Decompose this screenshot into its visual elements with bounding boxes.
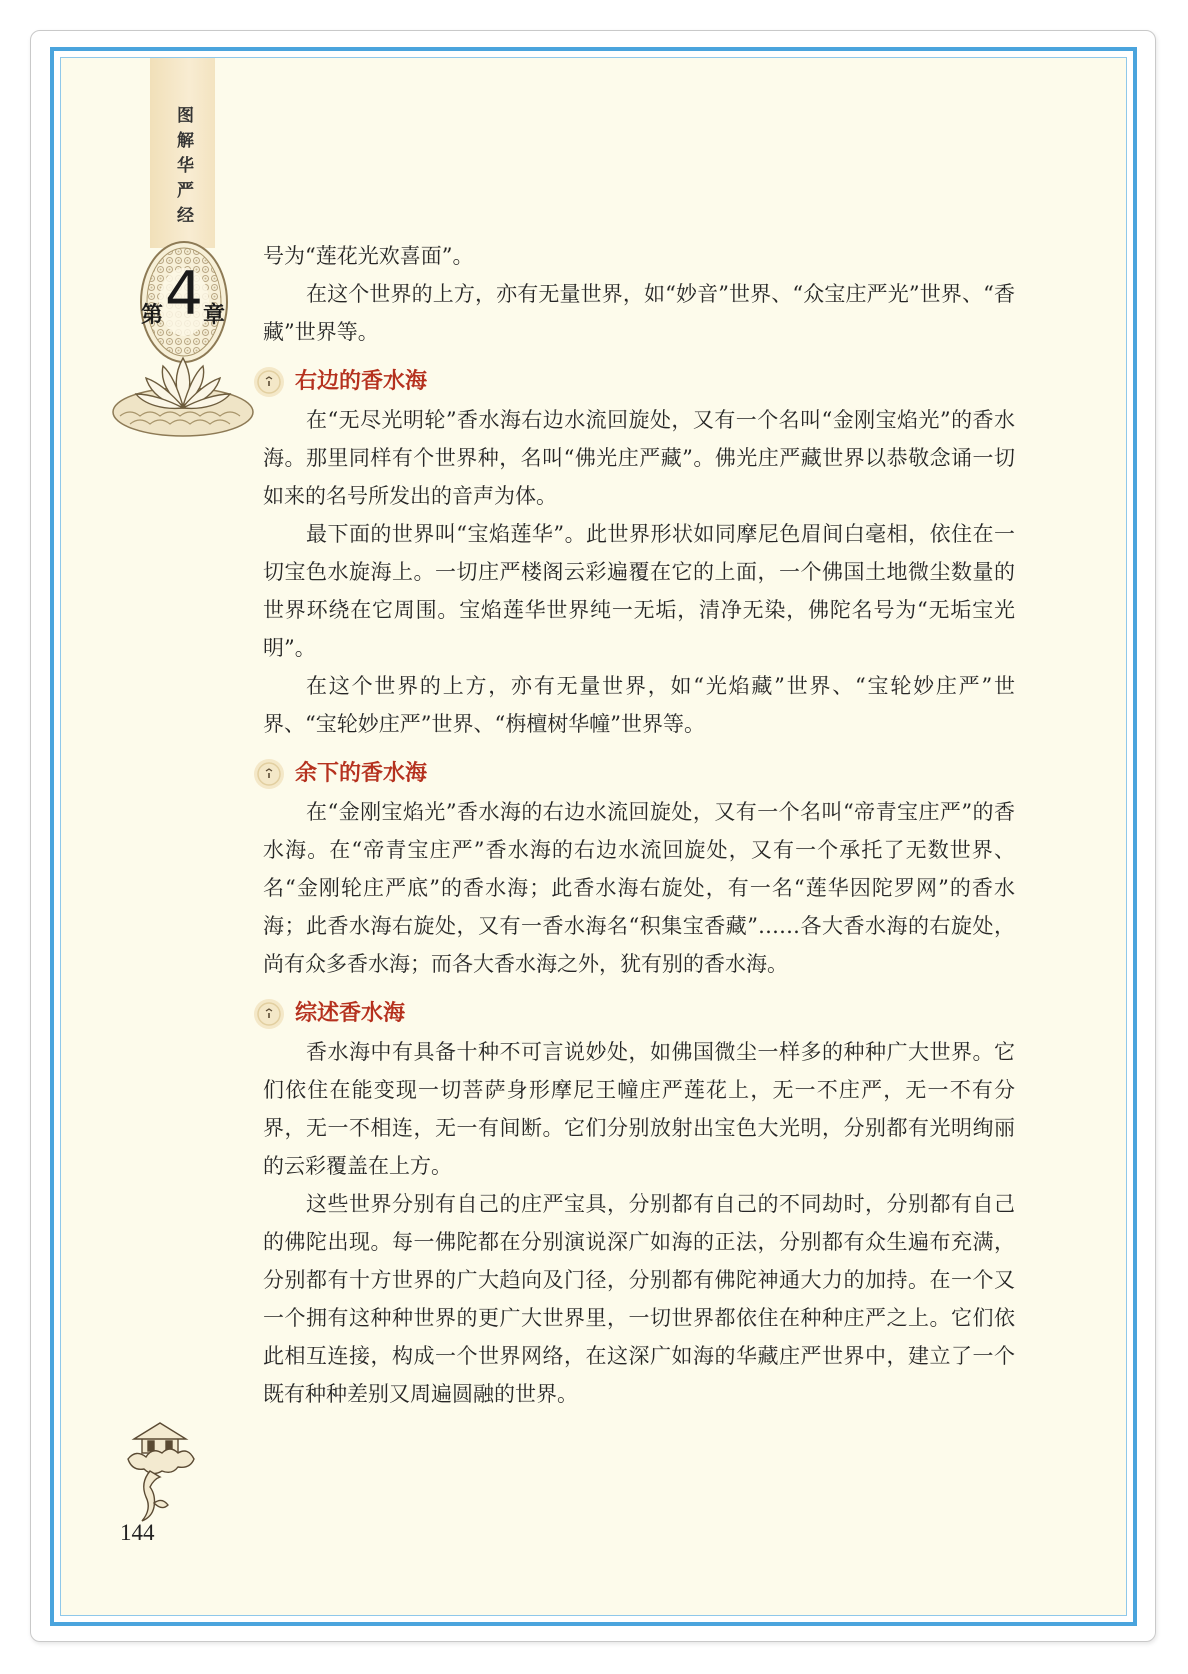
section-paragraph: 最下面的世界叫“宝焰莲华”。此世界形状如同摩尼色眉间白毫相，依住在一切宝色水旋海上。一切庄严楼阁云彩遍覆在它的上面，一个佛国土地微尘数量的世界环绕在它周围。宝焰莲华世界纯一无垢，清净无染，佛陀名号为“无垢宝光明”。 xyxy=(263,522,1015,660)
section-title: 右边的香水海 xyxy=(295,369,428,394)
chapter-prefix: 第 xyxy=(141,303,164,328)
book-side-title: 图解华严经 xyxy=(173,106,193,231)
section-title: 综述香水海 xyxy=(295,1001,406,1026)
chapter-suffix: 章 xyxy=(203,303,226,328)
section-paragraph: 这些世界分别有自己的庄严宝具，分别都有自己的不同劫时，分别都有自己的佛陀出现。每一佛陀都在分别演说深广如海的正法，分别都有众生遍布充满，分别都有十方世界的广大趋向及门径，分别都有佛陀神通大力的加持。在一个又一个拥有这种种世界的更广大世界里，一切世界都依住在种种庄严之上。它们依此相互连接，构成一个世界网络，在这深广如海的华藏庄严世界中，建立了一个既有种种差别又周遍圆融的世界。 xyxy=(263,1192,1015,1406)
temple-cloud-icon xyxy=(120,1415,200,1530)
section-heading xyxy=(251,994,1015,1034)
page-number: 144 xyxy=(120,1520,155,1545)
intro-paragraph: 在这个世界的上方，亦有无量世界，如“妙音”世界、“众宝庄严光”世界、“香藏”世界等。 xyxy=(263,282,1015,344)
section-bullet-icon xyxy=(251,756,287,792)
section-heading xyxy=(251,754,1015,794)
section-paragraph: 香水海中有具备十种不可言说妙处，如佛国微尘一样多的种种广大世界。它们依住在能变现一切菩萨身形摩尼王幢庄严莲花上，无一不庄严，无一不有分界，无一不相连，无一有间断。它们分别放射出宝色大光明，分别都有光明绚丽的云彩覆盖在上方。 xyxy=(263,1040,1015,1178)
section-paragraph: 在“无尽光明轮”香水海右边水流回旋处，又有一个名叫“金刚宝焰光”的香水海。那里同样有个世界种，名叫“佛光庄严藏”。佛光庄严藏世界以恭敬念诵一切如来的名号所发出的音声为体。 xyxy=(263,408,1015,508)
section-title: 余下的香水海 xyxy=(295,761,428,786)
section-bullet-icon xyxy=(251,996,287,1032)
main-text xyxy=(263,237,1015,1413)
section-bullet-icon xyxy=(251,364,287,400)
section-paragraph: 在这个世界的上方，亦有无量世界，如“光焰藏”世界、“宝轮妙庄严”世界、“宝轮妙庄严”世界、“栴檀树华幢”世界等。 xyxy=(263,674,1015,736)
chapter-number: 4 xyxy=(164,259,204,329)
lotus-icon xyxy=(108,350,258,440)
section-heading xyxy=(251,362,1015,402)
intro-paragraph: 号为“莲花光欢喜面”。 xyxy=(263,244,474,268)
section-paragraph: 在“金刚宝焰光”香水海的右边水流回旋处，又有一个名叫“帝青宝庄严”的香水海。在“帝青宝庄严”香水海的右边水流回旋处，又有一个承托了无数世界、名“金刚轮庄严底”的香水海；此香水海右旋处，有一名“莲华因陀罗网”的香水海；此香水海右旋处，又有一香水海名“积集宝香藏”……各大香水海的右旋处，尚有众多香水海；而各大香水海之外，犹有别的香水海。 xyxy=(263,800,1015,976)
